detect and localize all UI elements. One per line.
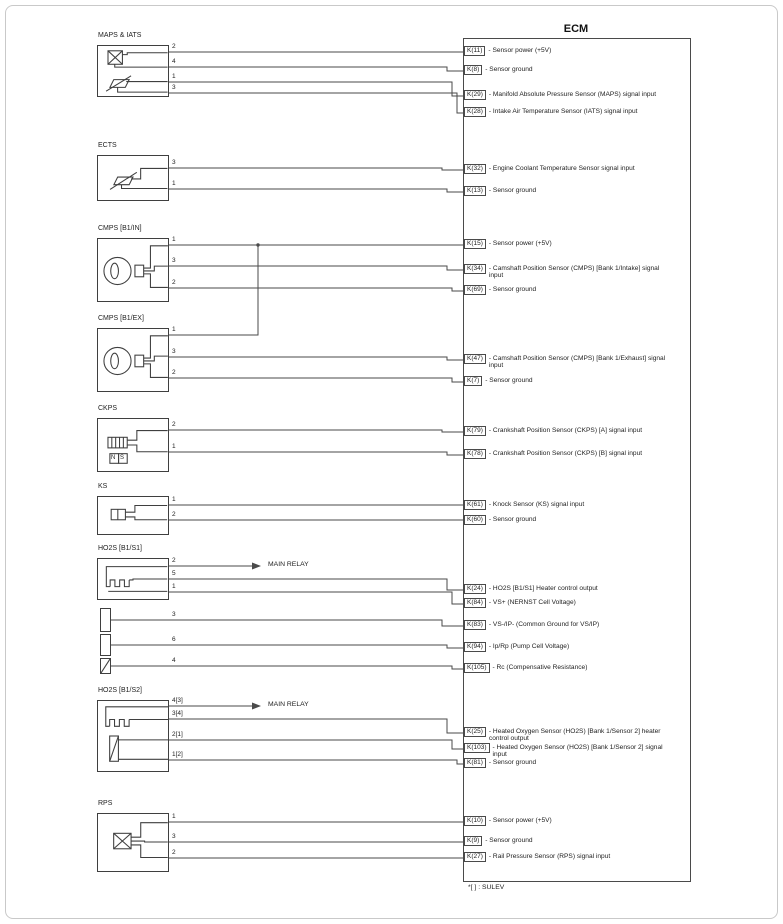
ecm-pin-id: K(8)	[464, 65, 482, 75]
sulev-footnote: *[ ] : SULEV	[468, 884, 505, 891]
ecm-pin-id: K(11)	[464, 46, 485, 56]
ecm-pin-desc: - Sensor power (+5V)	[488, 240, 552, 247]
wire	[169, 82, 463, 96]
ecm-pin-desc: - Sensor ground	[488, 286, 537, 293]
wire	[169, 719, 463, 733]
connector-label: RPS	[98, 800, 113, 807]
ecm-pin-desc: - Knock Sensor (KS) signal input	[488, 501, 585, 508]
ecm-pin-row	[464, 107, 684, 117]
connector-box	[97, 45, 169, 97]
wire	[169, 266, 463, 270]
ecm-pin-id: K(79)	[464, 426, 486, 436]
connector-label: MAPS & IATS	[98, 32, 142, 39]
connector-label: HO2S [B1/S2]	[98, 687, 142, 694]
ecm-pin-row	[464, 376, 684, 386]
ecm-pin-id: K(94)	[464, 642, 486, 652]
ecm-pin-row	[464, 500, 684, 510]
ecm-pin-id: K(78)	[464, 449, 486, 459]
connector-box	[97, 496, 169, 535]
ks-symbol	[98, 497, 168, 534]
ecm-pin-row	[464, 758, 684, 768]
ecm-pin-row	[464, 239, 684, 249]
ecm-pin-row	[464, 584, 684, 594]
ecm-pin-desc: - Sensor ground	[485, 377, 533, 384]
connector-pin-number: 1	[172, 180, 176, 187]
ecm-pin-id: K(34)	[464, 264, 486, 274]
ecm-pin-id: K(32)	[464, 164, 486, 174]
maps-iats-symbol	[98, 46, 168, 96]
ecm-pin-desc: - Crankshaft Position Sensor (CKPS) [A] signal input	[488, 427, 643, 434]
connector-label: ECTS	[98, 142, 117, 149]
ecm-pin-row	[464, 743, 684, 758]
ecm-pin-id: K(61)	[464, 500, 486, 510]
connector-pin-number: 3	[172, 348, 176, 355]
ecm-pin-row	[464, 515, 684, 525]
ecm-pin-row	[464, 642, 684, 652]
magnet-pole-label: N	[111, 455, 116, 461]
ects-symbol	[98, 156, 168, 200]
ecm-pin-desc: - Sensor power (+5V)	[488, 47, 552, 54]
connector-label: HO2S [B1/S1]	[98, 545, 142, 552]
connector-pin-number: 4	[172, 58, 176, 65]
ecm-pin-desc: - Heated Oxygen Sensor (HO2S) [Bank 1/Sensor 2] signal input	[492, 744, 663, 759]
connector-pin-number: 2	[172, 279, 176, 286]
wire	[111, 666, 463, 669]
wire	[169, 579, 463, 590]
ecm-pin-row	[464, 164, 684, 174]
wire	[111, 620, 463, 626]
ecm-pin-id: K(81)	[464, 758, 486, 768]
ecm-pin-desc: - Rail Pressure Sensor (RPS) signal input	[488, 853, 611, 860]
ecm-pin-id: K(15)	[464, 239, 486, 249]
cmps-symbol	[98, 239, 168, 301]
ecm-pin-row	[464, 816, 684, 826]
ecm-pin-row	[464, 186, 684, 196]
ecm-pin-id: K(83)	[464, 620, 486, 630]
connector-pin-number: 1	[172, 496, 176, 503]
ho2s1-symbol	[98, 559, 168, 599]
ecm-pin-id: K(7)	[464, 376, 482, 386]
ecm-pin-desc: - Rc (Compensative Resistance)	[492, 664, 588, 671]
connector-pin-number: 3[4]	[172, 710, 183, 717]
ecm-pin-desc: - VS-/IP- (Common Ground for VS/IP)	[488, 621, 600, 628]
connector-pin-number: 4	[172, 657, 176, 664]
ho2s2-symbol	[98, 701, 168, 771]
connector-pin-number: 1	[172, 583, 176, 590]
ecm-pin-id: K(10)	[464, 816, 486, 826]
connector-pin-number: 2	[172, 43, 176, 50]
wire	[169, 93, 463, 113]
ecm-pin-desc: - Manifold Absolute Pressure Sensor (MAPS) signal input	[488, 91, 657, 98]
connector-pin-number: 2	[172, 369, 176, 376]
connector-box	[97, 558, 169, 600]
ecm-pin-id: K(9)	[464, 836, 482, 846]
connector-pin-number: 3	[172, 833, 176, 840]
ecm-pin-id: K(25)	[464, 727, 486, 737]
ecm-pin-row	[464, 449, 684, 459]
connector-pin-number: 5	[172, 570, 176, 577]
ecm-pin-desc: - Heated Oxygen Sensor (HO2S) [Bank 1/Sensor 2] heater control output	[488, 728, 661, 743]
connector-pin-number: 4[3]	[172, 697, 183, 704]
connector-box	[97, 813, 169, 872]
connector-pin-number: 1	[172, 813, 176, 820]
connector-pin-number: 1	[172, 326, 176, 333]
ecm-pin-id: K(60)	[464, 515, 486, 525]
main-relay-arrow-icon	[252, 563, 261, 570]
ecm-pin-row	[464, 285, 684, 295]
ecm-pin-desc: - Sensor ground	[488, 516, 537, 523]
connector-pin-number: 1[2]	[172, 751, 183, 758]
ecm-pin-id: K(103)	[464, 743, 490, 753]
ecm-pin-desc: - Intake Air Temperature Sensor (IATS) signal input	[488, 108, 638, 115]
connector-pin-number: 2	[172, 849, 176, 856]
connector-pin-number: 1	[172, 443, 176, 450]
ecm-pin-desc: - Crankshaft Position Sensor (CKPS) [B] signal input	[488, 450, 643, 457]
wire	[169, 430, 463, 432]
ecm-pin-desc: - HO2S [B1/S1] Heater control output	[488, 585, 598, 592]
ecm-pin-desc: - Camshaft Position Sensor (CMPS) [Bank 1/Exhaust] signal input	[488, 355, 666, 370]
wire	[169, 378, 463, 382]
ecm-pin-desc: - Sensor ground	[485, 837, 533, 844]
main-relay-label: MAIN RELAY	[268, 701, 309, 708]
wire	[169, 67, 463, 71]
connector-pin-number: 2	[172, 511, 176, 518]
ecm-pin-row	[464, 90, 684, 100]
cmps-symbol	[98, 329, 168, 391]
ecm-pin-id: K(47)	[464, 354, 486, 364]
ecm-pin-id: K(27)	[464, 852, 486, 862]
connector-box	[97, 418, 169, 472]
ecm-pin-desc: - Sensor ground	[488, 759, 537, 766]
ecm-pin-row	[464, 65, 684, 75]
ecm-pin-row	[464, 46, 684, 56]
connector-pin-number: 3	[172, 84, 176, 91]
ecm-pin-row	[464, 354, 684, 369]
connector-label: CKPS	[98, 405, 118, 412]
connector-pin-number: 6	[172, 636, 176, 643]
connector-pin-number: 3	[172, 159, 176, 166]
ecm-title: ECM	[563, 23, 589, 35]
ecm-pin-row	[464, 426, 684, 436]
ecm-pin-id: K(105)	[464, 663, 490, 673]
connector-pin-number: 2[1]	[172, 731, 183, 738]
connector-label: CMPS [B1/EX]	[98, 315, 144, 322]
connector-pin-number: 2	[172, 557, 176, 564]
ecm-pin-row	[464, 620, 684, 630]
ecm-pin-row	[464, 663, 684, 673]
main-relay-label: MAIN RELAY	[268, 561, 309, 568]
wire	[169, 189, 463, 192]
connector-pin-number: 1	[172, 73, 176, 80]
magnet-pole-label: S	[120, 455, 125, 461]
connector-box	[97, 700, 169, 772]
ecm-pin-desc: - VS+ (NERNST Cell Voltage)	[488, 599, 576, 606]
wire-junction-dot	[256, 243, 259, 246]
ecm-pin-desc: - Sensor ground	[488, 187, 537, 194]
main-relay-arrow-icon	[252, 703, 261, 710]
connector-label: CMPS [B1/IN]	[98, 225, 142, 232]
wire	[169, 245, 258, 335]
connector-pin-number: 3	[172, 611, 176, 618]
ecm-pin-id: K(84)	[464, 598, 486, 608]
wire	[169, 357, 463, 360]
wire	[169, 168, 463, 170]
wire	[169, 760, 463, 764]
oxygen-cell-box	[100, 634, 111, 656]
ecm-pin-id: K(28)	[464, 107, 486, 117]
ecm-pin-row	[464, 836, 684, 846]
ecm-pin-desc: - Ip/Rp (Pump Cell Voltage)	[488, 643, 570, 650]
wire	[169, 740, 463, 749]
ecm-pin-desc: - Camshaft Position Sensor (CMPS) [Bank 1/Intake] signal input	[488, 265, 660, 280]
rps-symbol	[98, 814, 168, 871]
wire	[111, 645, 463, 648]
ecm-pin-row	[464, 852, 684, 862]
connector-box	[97, 328, 169, 392]
oxygen-cell-box	[100, 658, 111, 674]
ecm-pin-id: K(29)	[464, 90, 486, 100]
slash-icon	[101, 659, 110, 673]
connector-pin-number: 3	[172, 257, 176, 264]
ecm-pin-id: K(13)	[464, 186, 486, 196]
oxygen-cell-box	[100, 608, 111, 632]
ecm-pin-row	[464, 264, 684, 279]
connector-label: KS	[98, 483, 108, 490]
ecm-pin-id: K(24)	[464, 584, 486, 594]
connector-pin-number: 2	[172, 421, 176, 428]
ecm-pin-id: K(69)	[464, 285, 486, 295]
wire	[169, 452, 463, 455]
ckps-symbol	[98, 419, 168, 471]
wire	[169, 288, 463, 291]
ecm-pin-row	[464, 727, 684, 742]
connector-pin-number: 1	[172, 236, 176, 243]
wire	[169, 592, 463, 604]
ecm-pin-desc: - Sensor ground	[485, 66, 533, 73]
connector-box	[97, 238, 169, 302]
ecm-pin-row	[464, 598, 684, 608]
connector-box	[97, 155, 169, 201]
ecm-pin-desc: - Sensor power (+5V)	[488, 817, 552, 824]
ecm-pin-desc: - Engine Coolant Temperature Sensor signal input	[488, 165, 635, 172]
